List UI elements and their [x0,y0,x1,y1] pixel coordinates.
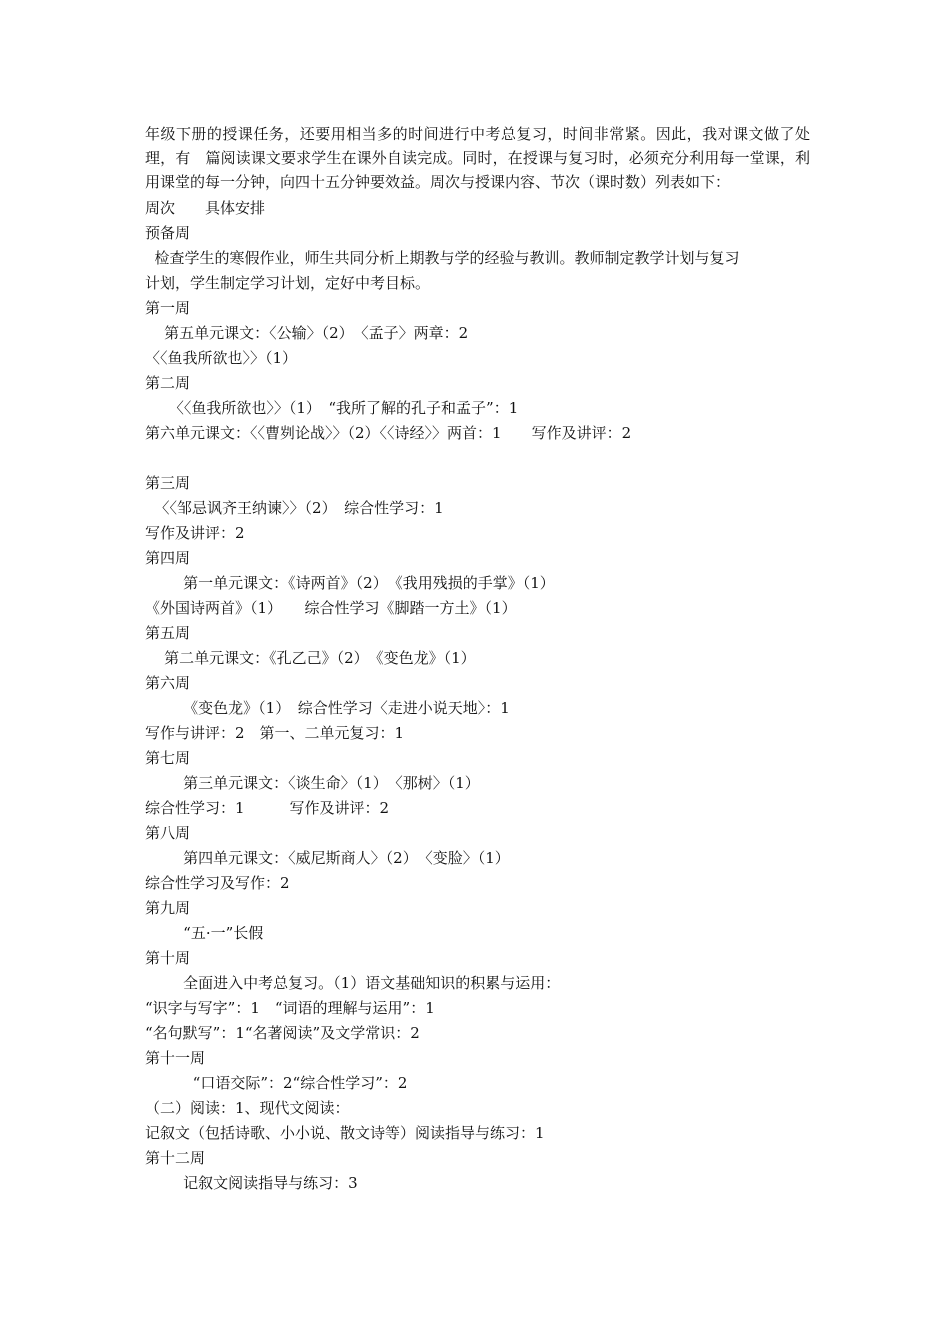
blank-line [145,446,810,471]
schedule-line: 写作与讲评：2 第一、二单元复习：1 [145,724,405,742]
schedule-line: 综合性学习：1 写作及讲评：2 [145,799,390,817]
schedule-line: 第一单元课文：《诗两首》（2） 《我用残损的手掌》（1） [145,574,555,592]
schedule-line: 〈〈鱼我所欲也〉〉（1） “我所了解的孔子和孟子”：1 [145,399,519,417]
schedule-line: 第四单元课文：〈威尼斯商人〉（2） 〈变脸〉（1） [145,849,510,867]
schedule-line: “识字与写字”：1 “词语的理解与运用”：1 [145,999,435,1017]
schedule-line: “口语交际”：2“综合性学习”：2 [145,1074,408,1092]
schedule-lines [145,196,810,1196]
schedule-line: 《外国诗两首》（1） 综合性学习《脚踏一方土》（1） [145,599,517,617]
schedule-line: 综合性学习及写作：2 [145,874,290,892]
schedule-line: 记叙文（包括诗歌、小小说、散文诗等）阅读指导与练习：1 [145,1124,545,1142]
schedule-line: 写作及讲评：2 [145,524,245,542]
week-heading: 第九周 [145,899,191,917]
schedule-line: 计划，学生制定学习计划，定好中考目标。 [145,274,431,292]
week-heading: 第十二周 [145,1149,206,1167]
schedule-line: 第六单元课文：〈〈曹刿论战〉〉（2）〈〈诗经〉〉两首：1 写作及讲评：2 [145,424,632,442]
week-heading: 第十一周 [145,1049,206,1067]
schedule-line: “五·一”长假 [145,924,264,942]
schedule-line: 第五单元课文：〈公输〉（2） 〈孟子〉两章：2 [145,324,469,342]
week-heading: 第二周 [145,374,191,392]
document-page [145,122,810,1196]
schedule-line: 第三单元课文：〈谈生命〉（1） 〈那树〉（1） [145,774,480,792]
week-heading: 第八周 [145,824,191,842]
intro-paragraph: 年级下册的授课任务，还要用相当多的时间进行中考总复习，时间非常紧。因此，我对课文做了处理，有 篇阅读课文要求学生在课外自读完成。同时，在授课与复习时，必须充分利用每一堂课，利用课堂的每一分钟，向四十五分钟要效益。周次与授课内容、节次（课时数）列表如下： [145,125,810,191]
schedule-line: 〈〈鱼我所欲也〉〉（1） [145,349,298,367]
schedule-line: （二）阅读：1、现代文阅读： [145,1099,350,1117]
week-heading: 第五周 [145,624,191,642]
week-heading: 预备周 [145,224,191,242]
schedule-line: “名句默写”：1“名著阅读”及文学常识：2 [145,1024,420,1042]
week-heading: 周次 具体安排 [145,199,266,217]
week-heading: 第一周 [145,299,191,317]
schedule-line: 第二单元课文：《孔乙己》（2） 《变色龙》（1） [145,649,476,667]
week-heading: 第六周 [145,674,191,692]
week-heading: 第七周 [145,749,191,767]
week-heading: 第四周 [145,549,191,567]
week-heading: 第十周 [145,949,191,967]
schedule-line: 记叙文阅读指导与练习：3 [145,1174,358,1192]
schedule-line: 〈〈邹忌讽齐王纳谏〉〉（2） 综合性学习：1 [145,499,444,517]
week-heading: 第三周 [145,474,191,492]
schedule-line: 《变色龙》（1） 综合性学习〈走进小说天地〉：1 [145,699,510,717]
schedule-line: 检查学生的寒假作业，师生共同分析上期教与学的经验与教训。教师制定教学计划与复习 [145,249,740,267]
schedule-line: 全面进入中考总复习。（1）语文基础知识的积累与运用： [145,974,561,992]
